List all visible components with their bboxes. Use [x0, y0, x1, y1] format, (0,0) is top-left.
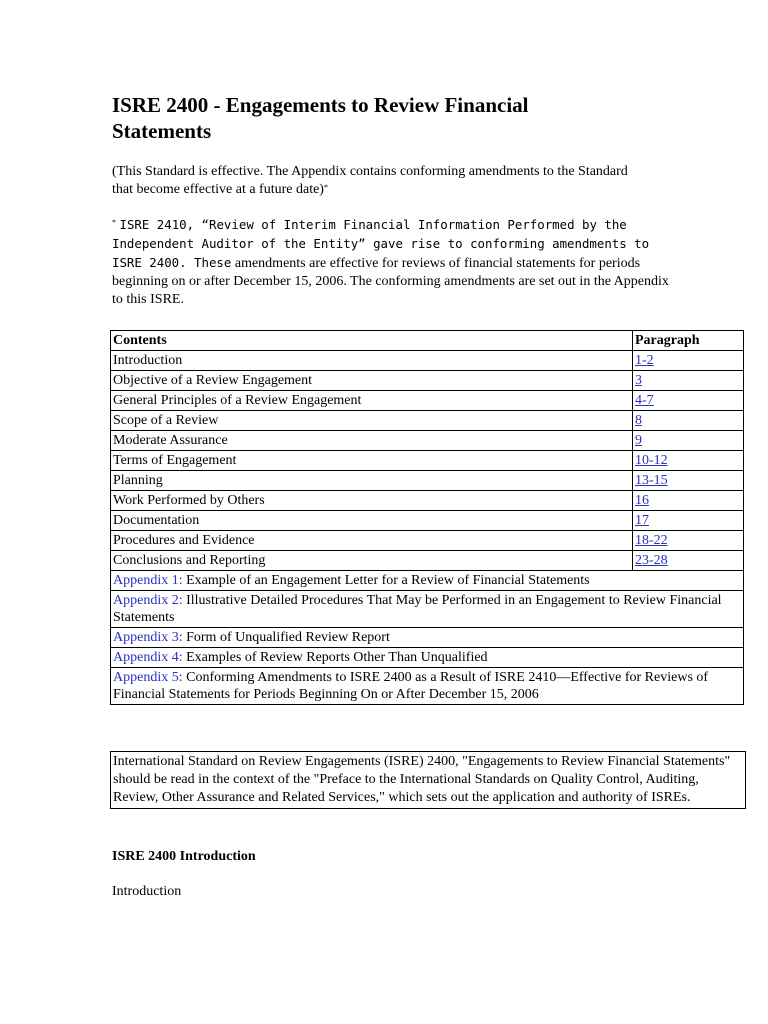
table-row: [111, 531, 744, 551]
table-row: [111, 391, 744, 411]
paragraph-cell: [633, 531, 744, 551]
contents-item-label: Introduction: [111, 351, 633, 371]
paragraph-cell: [633, 471, 744, 491]
paragraph-cell: [633, 351, 744, 371]
paragraph-link[interactable]: 13-15: [635, 473, 668, 488]
table-row: [111, 351, 744, 371]
footnote-serif-text: amendments are effective for reviews of financial statements for periods beginning on or after December 15, 2006. The conforming amendments are set out in the Appendix to this ISRE.: [112, 256, 669, 307]
paragraph-link[interactable]: 4-7: [635, 393, 654, 408]
paragraph-header: Paragraph: [633, 331, 744, 351]
appendix-row: [111, 591, 744, 628]
appendix-link[interactable]: Appendix 1:: [113, 573, 183, 588]
appendix-cell: [111, 668, 744, 705]
paragraph-link[interactable]: 1-2: [635, 353, 654, 368]
footnote-reference[interactable]: *: [323, 183, 328, 192]
appendix-cell: [111, 648, 744, 668]
contents-item-label: Procedures and Evidence: [111, 531, 633, 551]
appendix-row: [111, 668, 744, 705]
contents-item-label: Conclusions and Reporting: [111, 551, 633, 571]
footnote-marker: *: [112, 218, 116, 227]
contents-header: Contents: [111, 331, 633, 351]
paragraph-link[interactable]: 16: [635, 493, 649, 508]
contents-item-label: Terms of Engagement: [111, 451, 633, 471]
appendix-row: [111, 648, 744, 668]
paragraph-cell: [633, 551, 744, 571]
contents-item-label: Planning: [111, 471, 633, 491]
appendix-description: Illustrative Detailed Procedures That May be Performed in an Engagement to Review Financial Statements: [113, 593, 722, 625]
table-row: [111, 451, 744, 471]
paragraph-link[interactable]: 17: [635, 513, 649, 528]
appendix-description: Example of an Engagement Letter for a Review of Financial Statements: [186, 573, 590, 588]
table-row: [111, 491, 744, 511]
table-row: [111, 431, 744, 451]
paragraph-cell: [633, 371, 744, 391]
contents-header-row: [111, 331, 744, 351]
contents-item-label: Documentation: [111, 511, 633, 531]
appendix-row: [111, 571, 744, 591]
appendix-cell: [111, 591, 744, 628]
table-row: [111, 471, 744, 491]
contents-item-label: Scope of a Review: [111, 411, 633, 431]
appendix-description: Form of Unqualified Review Report: [186, 630, 390, 645]
appendix-description: Examples of Review Reports Other Than Unqualified: [186, 650, 488, 665]
appendix-cell: [111, 571, 744, 591]
paragraph-cell: [633, 431, 744, 451]
paragraph-link[interactable]: 8: [635, 413, 642, 428]
appendix-row: [111, 628, 744, 648]
table-row: [111, 411, 744, 431]
section-subheading: Introduction: [112, 884, 182, 899]
appendix-description: Conforming Amendments to ISRE 2400 as a Result of ISRE 2410—Effective for Reviews of Financial Statements for Periods Beginning On or After December 15, 2006: [113, 670, 709, 702]
paragraph-cell: [633, 511, 744, 531]
section-heading: ISRE 2400 Introduction: [112, 849, 256, 864]
contents-table: [110, 330, 744, 705]
paragraph-link[interactable]: 18-22: [635, 533, 668, 548]
appendix-link[interactable]: Appendix 2:: [113, 593, 183, 608]
appendix-link[interactable]: Appendix 3:: [113, 630, 183, 645]
paragraph-cell: [633, 451, 744, 471]
contents-item-label: General Principles of a Review Engagement: [111, 391, 633, 411]
contents-item-label: Moderate Assurance: [111, 431, 633, 451]
footnote-mono-text: ISRE 2410, “Review of Interim Financial Information Performed by the Independent Auditor of the Entity” gave rise to conforming amendments to ISRE 2400. These: [112, 217, 650, 270]
context-box: International Standard on Review Engagements (ISRE) 2400, "Engagements to Review Financial Statements" should be read in the context of the "Preface to the International Standards on Quality Control, Auditing, Review, Other Assurance and Related Services," which sets out the application and authority of ISREs.: [110, 751, 746, 809]
paragraph-cell: [633, 491, 744, 511]
footnote: [112, 216, 672, 309]
paragraph-link[interactable]: 23-28: [635, 553, 668, 568]
appendix-link[interactable]: Appendix 5:: [113, 670, 183, 685]
table-row: [111, 551, 744, 571]
paragraph-cell: [633, 391, 744, 411]
page-title: ISRE 2400 - Engagements to Review Financial Statements: [112, 93, 529, 143]
appendix-link[interactable]: Appendix 4:: [113, 650, 183, 665]
appendix-cell: [111, 628, 744, 648]
table-row: [111, 371, 744, 391]
paragraph-link[interactable]: 9: [635, 433, 642, 448]
effective-note: [112, 163, 652, 199]
paragraph-link[interactable]: 10-12: [635, 453, 668, 468]
effective-note-text: (This Standard is effective. The Appendix contains conforming amendments to the Standard that become effective at a future date): [112, 164, 628, 197]
table-row: [111, 511, 744, 531]
paragraph-cell: [633, 411, 744, 431]
contents-item-label: Work Performed by Others: [111, 491, 633, 511]
contents-item-label: Objective of a Review Engagement: [111, 371, 633, 391]
paragraph-link[interactable]: 3: [635, 373, 642, 388]
